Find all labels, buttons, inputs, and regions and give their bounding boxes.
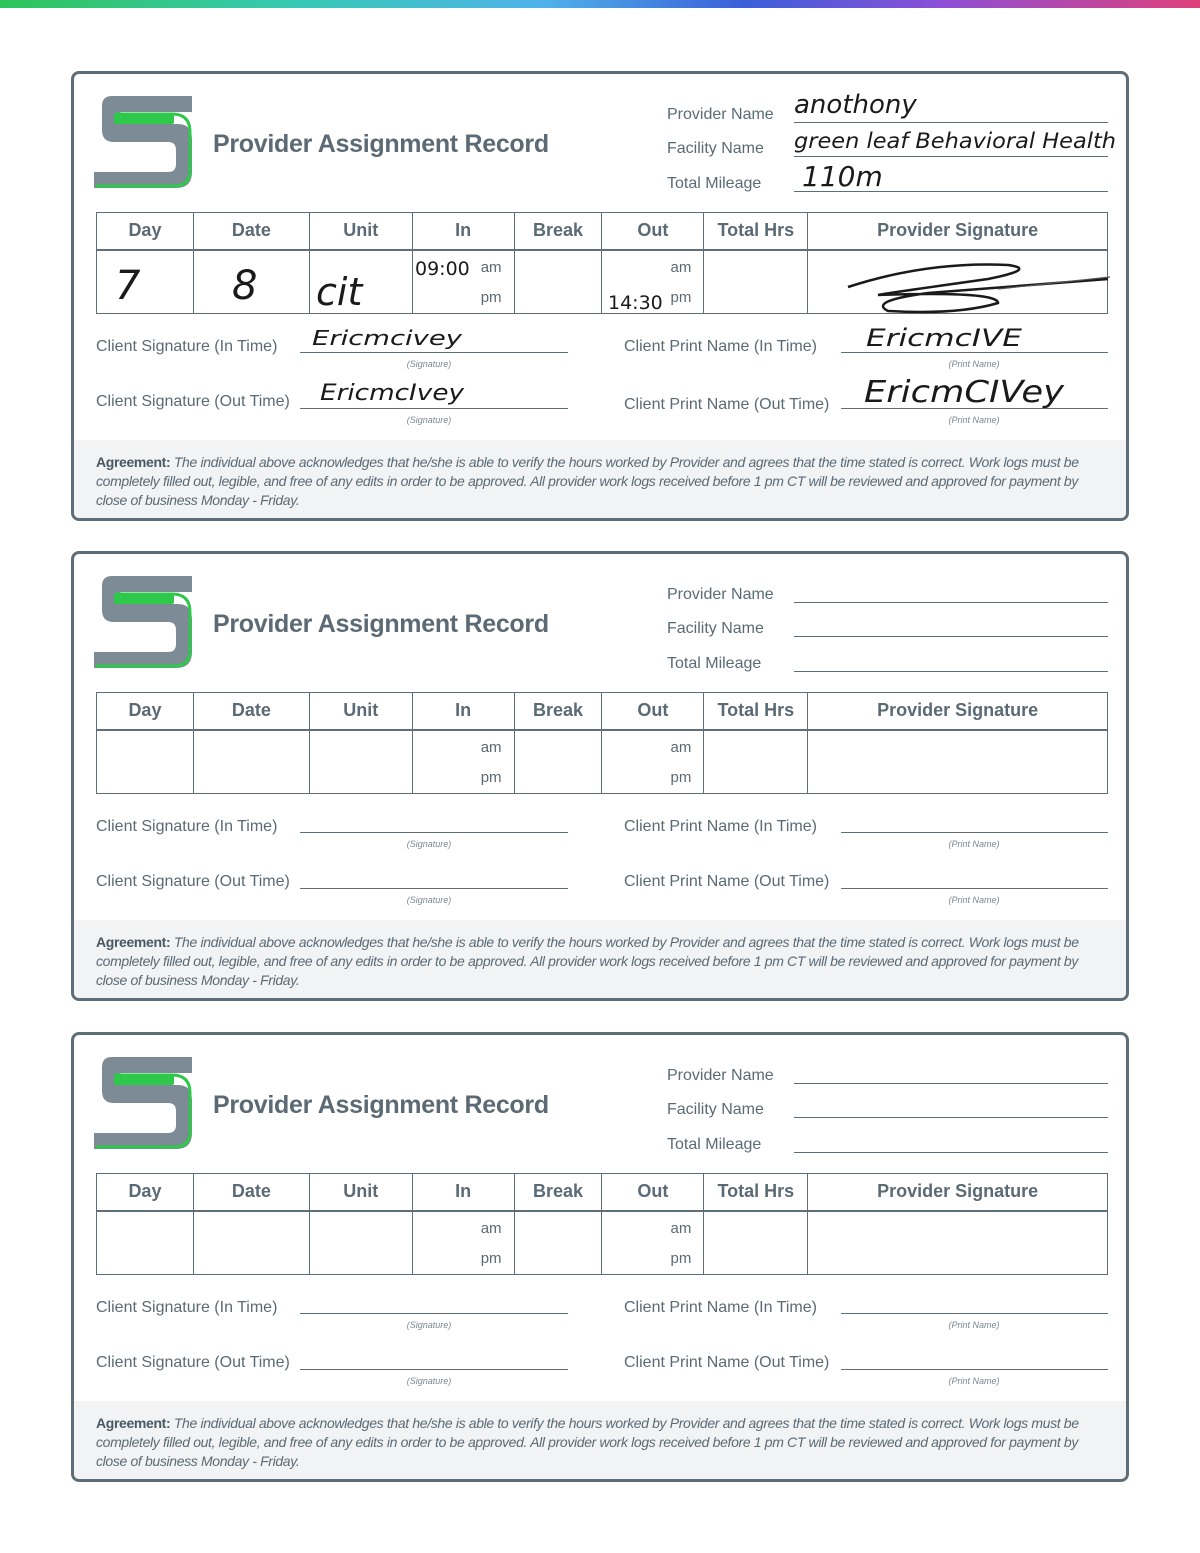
client-sig-in-line[interactable] <box>300 832 568 833</box>
col-day: Day <box>97 213 194 250</box>
assignment-record-card-1 <box>71 71 1129 521</box>
in-am-label: am <box>480 1219 502 1237</box>
client-print-out-handwriting <box>864 368 1114 410</box>
out-cell[interactable] <box>602 730 704 794</box>
col-out: Out <box>602 213 704 250</box>
client-sig-out-label: Client Signature (Out Time) <box>96 393 290 410</box>
col-day: Day <box>97 1174 194 1211</box>
total-mileage-value: 110m <box>802 160 883 193</box>
out-pm-label: pm <box>670 288 692 306</box>
client-print-out-value: EricmCIVey <box>864 375 1066 410</box>
table-header-row <box>97 213 1108 250</box>
agreement-box <box>74 920 1126 1001</box>
client-print-out-caption: (Print Name) <box>948 415 1000 425</box>
col-break: Break <box>514 213 602 250</box>
date-cell[interactable] <box>193 730 309 794</box>
total-mileage-label: Total Mileage <box>667 655 762 672</box>
provider-name-label: Provider Name <box>667 106 774 123</box>
provider-name-value: anothony <box>794 90 917 120</box>
facility-name-handwriting <box>794 120 1124 156</box>
client-sig-in-label: Client Signature (In Time) <box>96 338 278 355</box>
table-header-row <box>97 693 1108 730</box>
table-row <box>97 730 1108 794</box>
assignment-table <box>96 692 1108 794</box>
card-title: Provider Assignment Record <box>213 1091 549 1119</box>
out-am-label: am <box>670 738 692 756</box>
out-pm-label: pm <box>670 768 692 786</box>
client-sig-in-caption: (Signature) <box>406 359 452 369</box>
total-hrs-cell[interactable] <box>704 250 808 314</box>
provider-signature-cell[interactable] <box>808 730 1108 794</box>
client-print-in-value: EricmcIVE <box>866 324 1024 352</box>
total-mileage-line[interactable] <box>794 1152 1108 1153</box>
in-pm-label: pm <box>480 768 502 786</box>
assignment-record-card-2 <box>71 551 1129 1001</box>
agreement-label: Agreement: <box>96 1415 171 1431</box>
day-cell[interactable] <box>97 1211 194 1275</box>
in-pm-label: pm <box>480 288 502 306</box>
client-print-in-line[interactable] <box>841 832 1108 833</box>
client-sig-out-line[interactable] <box>300 1369 568 1370</box>
day-cell[interactable] <box>97 250 194 314</box>
provider-name-label: Provider Name <box>667 1067 774 1084</box>
client-sig-out-label: Client Signature (Out Time) <box>96 873 290 890</box>
in-am-label: am <box>480 258 502 276</box>
company-logo <box>94 572 194 670</box>
card-title: Provider Assignment Record <box>213 610 549 638</box>
out-cell[interactable] <box>602 1211 704 1275</box>
client-sig-in-caption: (Signature) <box>406 839 452 849</box>
out-cell[interactable] <box>602 250 704 314</box>
total-hrs-cell[interactable] <box>704 1211 808 1275</box>
assignment-record-card-3 <box>71 1032 1129 1482</box>
client-print-in-label: Client Print Name (In Time) <box>624 818 817 835</box>
in-cell[interactable] <box>412 250 514 314</box>
facility-name-label: Facility Name <box>667 140 764 157</box>
top-gradient-bar <box>0 0 1200 8</box>
col-in: In <box>412 693 514 730</box>
col-unit: Unit <box>309 693 412 730</box>
client-sig-in-line[interactable] <box>300 1313 568 1314</box>
client-print-in-caption: (Print Name) <box>948 359 1000 369</box>
client-sig-in-label: Client Signature (In Time) <box>96 1299 278 1316</box>
company-logo <box>94 1053 194 1151</box>
provider-signature-cell[interactable] <box>808 1211 1108 1275</box>
break-cell[interactable] <box>514 250 602 314</box>
facility-name-line[interactable] <box>794 636 1108 637</box>
unit-cell[interactable] <box>309 1211 412 1275</box>
break-cell[interactable] <box>514 730 602 794</box>
provider-name-line[interactable] <box>794 1083 1108 1084</box>
company-logo <box>94 92 194 190</box>
total-mileage-label: Total Mileage <box>667 1136 762 1153</box>
client-print-out-label: Client Print Name (Out Time) <box>624 396 830 413</box>
agreement-box <box>74 440 1126 521</box>
date-cell[interactable] <box>193 1211 309 1275</box>
client-print-out-label: Client Print Name (Out Time) <box>624 1354 830 1371</box>
client-sig-out-line[interactable] <box>300 888 568 889</box>
client-print-out-label: Client Print Name (Out Time) <box>624 873 830 890</box>
client-sig-out-label: Client Signature (Out Time) <box>96 1354 290 1371</box>
client-print-in-handwriting <box>866 316 1116 354</box>
client-sig-out-handwriting <box>320 372 580 410</box>
col-unit: Unit <box>309 213 412 250</box>
out-time-value: 14:30 <box>608 291 664 314</box>
client-sig-out-caption: (Signature) <box>406 1376 452 1386</box>
provider-name-handwriting <box>794 84 1124 120</box>
unit-value: cit <box>315 269 363 314</box>
assignment-table <box>96 1173 1108 1275</box>
provider-name-label: Provider Name <box>667 586 774 603</box>
facility-name-line[interactable] <box>794 1117 1108 1118</box>
col-date: Date <box>193 693 309 730</box>
in-pm-label: pm <box>480 1249 502 1267</box>
agreement-text: The individual above acknowledges that he/she is able to verify the hours worked by Provider and agrees that the time stated is correct. Work logs must be completely filled out, legible, and free of any edits in order to be approved. All provider work logs received before 1 pm CT will be reviewed and approved for payment by close of business Monday - Friday. <box>96 934 1079 988</box>
out-pm-label: pm <box>670 1249 692 1267</box>
client-print-in-label: Client Print Name (In Time) <box>624 1299 817 1316</box>
agreement-label: Agreement: <box>96 454 171 470</box>
out-am-label: am <box>670 258 692 276</box>
client-sig-in-value: Ericmcivey <box>312 326 464 350</box>
col-out: Out <box>602 1174 704 1211</box>
col-total-hrs: Total Hrs <box>704 213 808 250</box>
table-row <box>97 1211 1108 1275</box>
client-sig-in-caption: (Signature) <box>406 1320 452 1330</box>
in-am-label: am <box>480 738 502 756</box>
col-provider-signature: Provider Signature <box>808 693 1108 730</box>
client-sig-out-caption: (Signature) <box>406 415 452 425</box>
facility-name-label: Facility Name <box>667 620 764 637</box>
col-provider-signature: Provider Signature <box>808 1174 1108 1211</box>
date-cell[interactable] <box>193 250 309 314</box>
day-cell[interactable] <box>97 730 194 794</box>
client-print-out-line[interactable] <box>841 1369 1108 1370</box>
card-title: Provider Assignment Record <box>213 130 549 158</box>
facility-name-label: Facility Name <box>667 1101 764 1118</box>
provider-signature-cell[interactable] <box>808 250 1108 314</box>
unit-cell[interactable] <box>309 730 412 794</box>
assignment-table <box>96 212 1108 314</box>
col-date: Date <box>193 1174 309 1211</box>
out-am-label: am <box>670 1219 692 1237</box>
client-print-out-caption: (Print Name) <box>948 895 1000 905</box>
total-hrs-cell[interactable] <box>704 730 808 794</box>
agreement-label: Agreement: <box>96 934 171 950</box>
col-out: Out <box>602 693 704 730</box>
unit-cell[interactable] <box>309 250 412 314</box>
client-print-in-label: Client Print Name (In Time) <box>624 338 817 355</box>
col-break: Break <box>514 1174 602 1211</box>
client-sig-out-value: EricmcIvey <box>320 381 466 406</box>
in-time-value: 09:00 <box>414 257 470 280</box>
col-date: Date <box>193 213 309 250</box>
col-unit: Unit <box>309 1174 412 1211</box>
col-in: In <box>412 213 514 250</box>
total-mileage-handwriting <box>794 156 1124 192</box>
agreement-text: The individual above acknowledges that he/she is able to verify the hours worked by Provider and agrees that the time stated is correct. Work logs must be completely filled out, legible, and free of any edits in order to be approved. All provider work logs received before 1 pm CT will be reviewed and approved for payment by close of business Monday - Friday. <box>96 1415 1079 1469</box>
col-in: In <box>412 1174 514 1211</box>
client-print-in-caption: (Print Name) <box>948 839 1000 849</box>
client-print-in-line[interactable] <box>841 1313 1108 1314</box>
col-total-hrs: Total Hrs <box>704 693 808 730</box>
col-day: Day <box>97 693 194 730</box>
client-print-out-line[interactable] <box>841 888 1108 889</box>
client-sig-in-handwriting <box>312 318 572 354</box>
in-cell[interactable] <box>412 1211 514 1275</box>
col-total-hrs: Total Hrs <box>704 1174 808 1211</box>
table-row <box>97 250 1108 314</box>
client-sig-in-label: Client Signature (In Time) <box>96 818 278 835</box>
in-cell[interactable] <box>412 730 514 794</box>
col-provider-signature: Provider Signature <box>808 213 1108 250</box>
day-value: 7 <box>115 262 141 309</box>
col-break: Break <box>514 693 602 730</box>
client-print-out-caption: (Print Name) <box>948 1376 1000 1386</box>
date-value: 8 <box>231 262 258 309</box>
client-sig-out-caption: (Signature) <box>406 895 452 905</box>
total-mileage-line[interactable] <box>794 671 1108 672</box>
client-print-in-caption: (Print Name) <box>948 1320 1000 1330</box>
provider-signature-scribble <box>808 251 1107 314</box>
break-cell[interactable] <box>514 1211 602 1275</box>
total-mileage-label: Total Mileage <box>667 175 762 192</box>
provider-name-line[interactable] <box>794 602 1108 603</box>
facility-name-value: green leaf Behavioral Health <box>794 129 1116 153</box>
agreement-text: The individual above acknowledges that he/she is able to verify the hours worked by Provider and agrees that the time stated is correct. Work logs must be completely filled out, legible, and free of any edits in order to be approved. All provider work logs received before 1 pm CT will be reviewed and approved for payment by close of business Monday - Friday. <box>96 454 1079 508</box>
table-header-row <box>97 1174 1108 1211</box>
agreement-box <box>74 1401 1126 1482</box>
